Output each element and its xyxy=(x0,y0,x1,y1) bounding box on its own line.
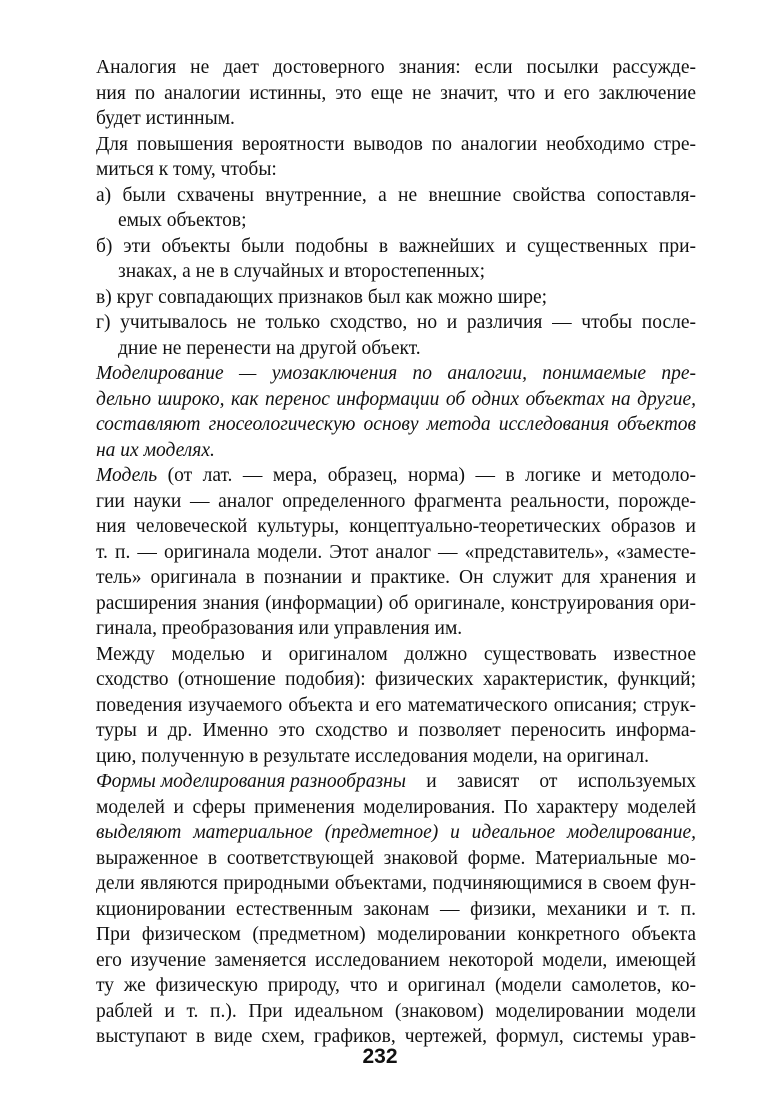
list-item-b-cont: знаках, а не в случайных и второстепенных; xyxy=(118,261,485,282)
term-model: Модель xyxy=(96,465,158,486)
list-item-b: б) эти объекты были подобны в важнейших и существенных при- xyxy=(96,236,696,257)
list-item-d-cont: дние не перенести на другой объект. xyxy=(118,338,421,359)
text-line: поведения изучаемого объекта и его математического описания; струк- xyxy=(96,695,696,716)
text-line: моделей и сферы применения моделирования. По характеру моделей xyxy=(96,797,696,818)
text-line: дели являются природными объектами, подчиняющимися в своем фун- xyxy=(96,873,696,894)
list-item-a: а) были схвачены внутренние, а не внешние свойства сопоставля- xyxy=(96,185,696,206)
list-item-c: в) круг совпадающих признаков был как можно шире; xyxy=(96,287,548,308)
text-line: сходство (отношение подобия): физических характеристик, функций; xyxy=(96,669,696,690)
text-line: гинала, преобразования или управления им. xyxy=(96,618,463,639)
text-line: ту же физическую природу, что и оригинал (модели самолетов, ко- xyxy=(96,975,696,996)
text-line: Аналогия не дает достоверного знания: если посылки рассужде- xyxy=(96,57,696,78)
text-line: ния человеческой культуры, концептуально-теоретических образов и xyxy=(96,516,696,537)
text-line: будет истинным. xyxy=(96,108,235,129)
text-line: При физическом (предметном) моделировании конкретного объекта xyxy=(96,924,696,945)
text-line: выделяют материальное (предметное) и идеальное моделирование, xyxy=(96,822,696,843)
text-line: его изучение заменяется исследованием некоторой модели, имеющей xyxy=(96,950,696,971)
text-line: тель» оригинала в познании и практике. Он служит для хранения и xyxy=(96,567,696,588)
term-forms: Формы моделирования разнообразны xyxy=(96,771,406,792)
text-line: составляют гносеологическую основу метода исследования объектов xyxy=(96,414,696,435)
text-line xyxy=(96,463,696,489)
text-line: миться к тому, чтобы: xyxy=(96,159,277,180)
text-line: туры и др. Именно это сходство и позволяет переносить информа- xyxy=(96,720,696,741)
text-line: расширения знания (информации) об оригинале, конструирования ори- xyxy=(96,593,696,614)
text-line: на их моделях. xyxy=(96,440,215,461)
list-item-d: г) учитывалось не только сходство, но и различия — чтобы после- xyxy=(96,312,696,333)
text-line: т. п. — оригинала модели. Этот аналог — «представитель», «заместе- xyxy=(96,542,696,563)
text-line: Для повышения вероятности выводов по аналогии необходимо стре- xyxy=(96,134,696,155)
text-line: цию, полученную в результате исследования модели, на оригинал. xyxy=(96,746,649,767)
text-line: раблей и т. п.). При идеальном (знаковом) моделировании модели xyxy=(96,1001,696,1022)
text-line: кционировании естественным законам — физики, механики и т. п. xyxy=(96,899,696,920)
text-line: выраженное в соответствующей знаковой форме. Материальные мо- xyxy=(96,848,696,869)
list-item-a-cont: емых объектов; xyxy=(118,210,247,231)
text-line: гии науки — аналог определенного фрагмента реальности, порожде- xyxy=(96,491,696,512)
text-line: ния по аналогии истинны, это еще не значит, что и его заключение xyxy=(96,83,696,104)
text-line xyxy=(96,769,696,795)
term-model-definition: (от лат. — мера, образец, норма) — в логике и методоло- xyxy=(157,465,696,486)
text-line: дельно широко, как перенос информации об одних объектах на другие, xyxy=(96,389,696,410)
text-line: Моделирование — умозаключения по аналогии, понимаемые пре- xyxy=(96,363,696,384)
page-number: 232 xyxy=(362,1045,398,1068)
term-forms-rest: и зависят от используемых xyxy=(405,771,696,792)
text-line: выступают в виде схем, графиков, чертежей, формул, системы урав- xyxy=(96,1026,696,1047)
text-line: Между моделью и оригиналом должно существовать известное xyxy=(96,644,696,665)
